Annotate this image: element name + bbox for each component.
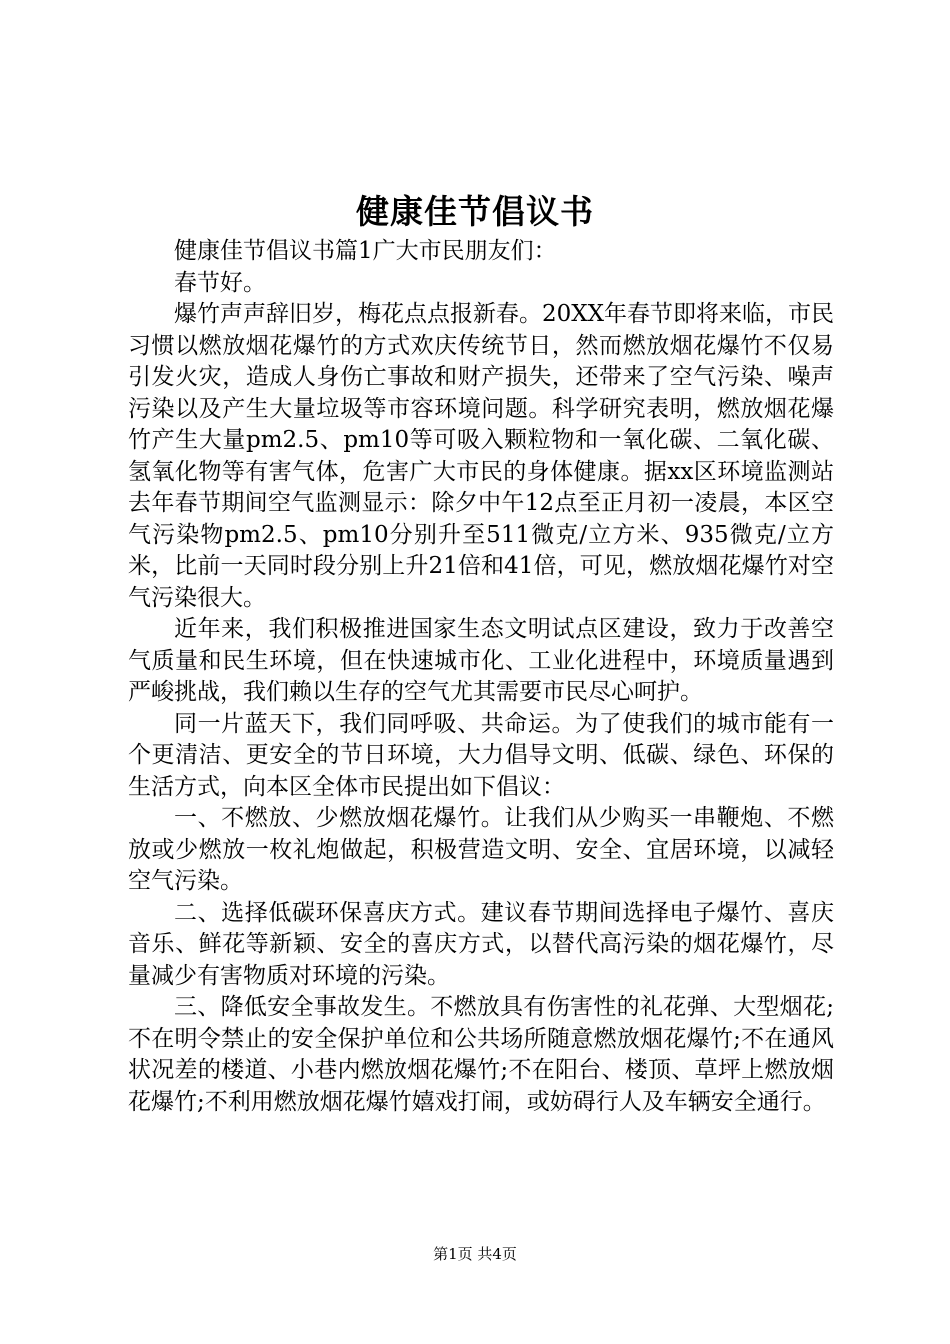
paragraph-greeting: 健康佳节倡议书篇1广大市民朋友们： <box>174 238 557 264</box>
page-footer: 第1页 共4页 <box>433 1245 517 1263</box>
document-body <box>128 236 834 1118</box>
paragraph-proposal: 同一片蓝天下，我们同呼吸、共命运。为了使我们的城市能有一个更清洁、更安全的节日环境，大力倡导文明、低碳、绿色、环保的生活方式，向本区全体市民提出如下倡议： <box>128 710 834 800</box>
document-title: 健康佳节倡议书 <box>356 192 594 231</box>
paragraph-item-2: 二、选择低碳环保喜庆方式。建议春节期间选择电子爆竹、喜庆音乐、鲜花等新颖、安全的喜庆方式，以替代高污染的烟花爆竹，尽量减少有害物质对环境的污染。 <box>128 899 834 989</box>
paragraph-context: 近年来，我们积极推进国家生态文明试点区建设，致力于改善空气质量和民生环境，但在快速城市化、工业化进程中，环境质量遇到严峻挑战，我们赖以生存的空气尤其需要市民尽心呵护。 <box>128 616 834 705</box>
paragraph-item-1: 一、不燃放、少燃放烟花爆竹。让我们从少购买一串鞭炮、不燃放或少燃放一枚礼炮做起，积极营造文明、安全、宜居环境，以减轻空气污染。 <box>128 805 834 894</box>
paragraph-salutation: 春节好。 <box>174 269 266 296</box>
paragraph-item-3: 三、降低安全事故发生。不燃放具有伤害性的礼花弹、大型烟花;不在明令禁止的安全保护单位和公共场所随意燃放烟花爆竹;不在通风状况差的楼道、小巷内燃放烟花爆竹;不在阳台、楼顶、草坪上燃放烟花爆竹;不利用燃放烟花爆竹嬉戏打闹，或妨碍行人及车辆安全通行。 <box>128 994 834 1115</box>
paragraph-intro: 爆竹声声辞旧岁，梅花点点报新春。20XX年春节即将来临，市民习惯以燃放烟花爆竹的方式欢庆传统节日，然而燃放烟花爆竹不仅易引发火灾，造成人身伤亡事故和财产损失，还带来了空气污染、噪声污染以及产生大量垃圾等市容环境问题。科学研究表明，燃放烟花爆竹产生大量pm2.5、pm10等可吸入颗粒物和一氧化碳、二氧化碳、氢氧化物等有害气体，危害广大市民的身体健康。据xx区环境监测站去年春节期间空气监测显示：除夕中午12点至正月初一凌晨，本区空气污染物pm2.5、pm10分别升至511微克/立方米、935微克/立方米，比前一天同时段分别上升21倍和41倍，可见，燃放烟花爆竹对空气污染很大。 <box>128 301 835 611</box>
